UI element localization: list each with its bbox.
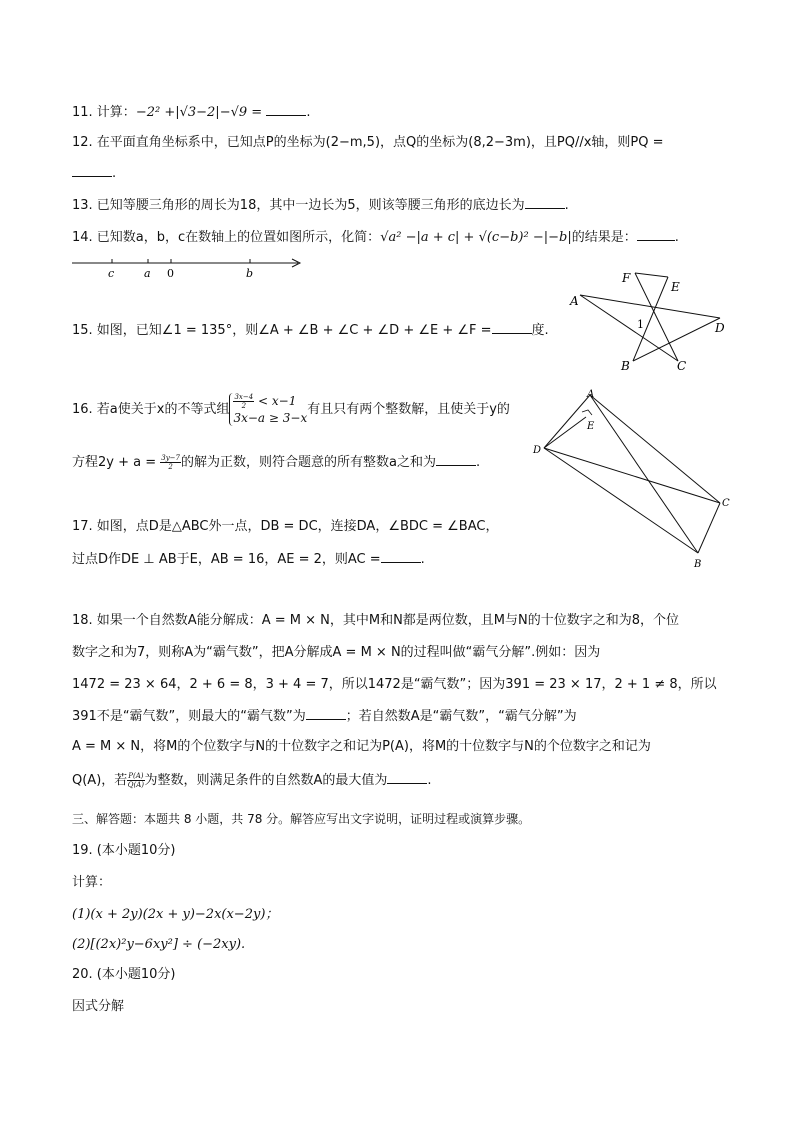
q18-l1: 18. 如果一个自然数A能分解成：A = M × N，其中M和N都是两位数，且M与N的十位数字之和为8，个位 [72, 613, 680, 628]
q17-end: . [420, 552, 425, 567]
q12-answer-blank [72, 164, 112, 177]
section-3-text: 三、解答题：本题共 8 小题，共 78 分。解答应写出文字说明，证明过程或演算步骤。 [72, 812, 531, 826]
q18-end: . [427, 773, 432, 788]
question-19-part1 [72, 906, 278, 924]
question-15 [72, 321, 549, 340]
q19-head: 19. (本小题10分) [72, 843, 176, 858]
q16-ineq1-rest: < x−1 [258, 394, 297, 408]
q17-line2: 过点D作DE ⊥ AB于E，AB = 16，AE = 2，则AC = [72, 552, 381, 567]
fig15-label-E: E [671, 280, 680, 294]
q18-l4a: 391不是“霸气数”，则最大的“霸气数”为 [72, 709, 306, 724]
question-18-line4 [72, 707, 577, 726]
question-17-line2 [72, 550, 425, 569]
q16-equation-fraction [160, 454, 181, 471]
q12-end: . [112, 166, 117, 181]
q14-text-b: 的结果是： [571, 230, 637, 245]
fig15-label-F: F [622, 271, 631, 285]
fig15-angle-1: 1 [637, 318, 644, 331]
q11-label: 11. 计算： [72, 105, 136, 120]
question-20-head [72, 966, 176, 984]
question-18-line2 [72, 644, 600, 662]
q18-frac-den: Q(A) [127, 781, 145, 789]
q16-ineq1-num: 3x−4 [234, 393, 254, 401]
question-19-head [72, 842, 176, 860]
q16-text-b: 有且只有两个整数解，且使关于y的 [307, 402, 510, 417]
fig15-label-B: B [621, 359, 630, 373]
fig17-label-D: D [533, 445, 542, 456]
fig17-label-C: C [722, 498, 730, 509]
q18-l6a: Q(A)，若 [72, 773, 128, 788]
q17-figure [528, 385, 738, 575]
q15-unit: 度. [531, 323, 549, 338]
q15-text: 15. 如图，已知∠1 = 135°，则∠A + ∠B + ∠C + ∠D + ∠E + ∠F = [72, 323, 492, 338]
q14-end: . [674, 230, 679, 245]
q18-l2: 数字之和为7，则称A为“霸气数”，把A分解成A = M × N的过程叫做“霸气分解”.例如：因为 [72, 645, 601, 660]
question-19-part2 [72, 936, 245, 954]
q16-ineq1-den: 2 [241, 402, 247, 410]
axis-label-zero: 0 [167, 267, 174, 280]
question-16 [72, 390, 510, 430]
q11-expression: −2² +|√3−2|−√9 = [135, 105, 263, 120]
q16-frac-den: 2 [168, 463, 173, 471]
question-14 [72, 228, 679, 247]
q15-figure [560, 265, 740, 375]
q16-answer-blank [436, 453, 476, 466]
q18-l3: 1472 = 23 × 64，2 + 6 = 8，3 + 4 = 7，所以1472是“霸气数”；因为391 = 23 × 17，2 + 1 ≠ 8，所以 [72, 677, 717, 692]
q13-answer-blank [525, 196, 565, 209]
question-18-line3 [72, 676, 717, 694]
q11-end: . [306, 105, 311, 120]
question-18-line6 [72, 770, 432, 792]
q16-text-a: 16. 若a使关于x的不等式组 [72, 402, 230, 417]
q18-fraction [127, 772, 144, 789]
fig17-label-E: E [587, 421, 595, 432]
question-12-line2 [72, 164, 116, 183]
q13-text: 13. 已知等腰三角形的周长为18，其中一边长为5，则该等腰三角形的底边长为 [72, 198, 525, 213]
q16-end: . [475, 455, 481, 470]
fig17-label-B: B [694, 559, 702, 570]
question-20-sub [72, 998, 124, 1016]
q18-l5: A = M × N，将M的个位数字与N的十位数字之和记为P(A)，将M的十位数字与N的个位数字之和记为 [72, 739, 651, 754]
question-12 [72, 134, 664, 152]
q14-answer-blank [637, 228, 675, 241]
q18-l4b: ；若自然数A是“霸气数”，“霸气分解”为 [345, 709, 577, 724]
q16-ineq2: 3x−a ≥ 3−x [233, 411, 308, 425]
section-3-heading [72, 810, 530, 828]
question-11 [72, 103, 310, 122]
question-17 [72, 518, 498, 536]
fig15-label-C: C [677, 359, 687, 373]
question-19-sub [72, 874, 111, 892]
q18-l6b: 为整数，则满足条件的自然数A的最大值为 [144, 773, 388, 788]
q14-text-a: 14. 已知数a，b，c在数轴上的位置如图所示，化简： [72, 230, 381, 245]
q12-text: 12. 在平面直角坐标系中，已知点P的坐标为(2−m,5)，点Q的坐标为(8,2−3m)，且PQ//x轴，则PQ = [72, 135, 664, 150]
axis-label-b: b [246, 267, 254, 280]
q20-sub: 因式分解 [72, 999, 125, 1014]
q11-answer-blank [266, 103, 306, 116]
q18-frac-num: P(A) [128, 772, 144, 780]
q17-line1: 17. 如图，点D是△ABC外一点，DB = DC，连接DA，∠BDC = ∠BAC， [72, 519, 499, 534]
q15-answer-blank [492, 321, 532, 334]
fig15-label-D: D [715, 321, 725, 335]
q18-answer-blank-1 [306, 707, 346, 720]
q19-p2: (2)[(2x)²y−6xy²] ÷ (−2xy). [72, 937, 246, 952]
axis-label-c: c [108, 267, 115, 280]
q13-end: . [564, 198, 569, 213]
question-13 [72, 196, 569, 215]
q14-expression: √a² −|a + c| + √(c−b)² −|−b| [380, 230, 572, 245]
q19-p1: (1)(x + 2y)(2x + y)−2x(x−2y)； [72, 907, 279, 922]
q16-inequality-system [229, 393, 307, 426]
question-18-line1 [72, 612, 679, 630]
number-line-figure [70, 255, 310, 283]
q17-answer-blank [381, 550, 421, 563]
q16-ineq1-fraction [233, 393, 254, 410]
q20-head: 20. (本小题10分) [72, 967, 176, 982]
q16-frac-num: 3y−7 [161, 454, 180, 462]
q16-line2-b: 的解为正数，则符合题意的所有整数a之和为 [181, 455, 436, 470]
question-16-line2 [72, 452, 480, 474]
q16-line2-a: 方程2y + a = [72, 455, 157, 470]
fig15-label-A: A [570, 294, 579, 308]
axis-label-a: a [144, 267, 151, 280]
fig17-label-A: A [587, 389, 595, 400]
q18-answer-blank-2 [387, 771, 427, 784]
question-18-line5 [72, 738, 651, 756]
q19-sub: 计算： [72, 875, 112, 890]
